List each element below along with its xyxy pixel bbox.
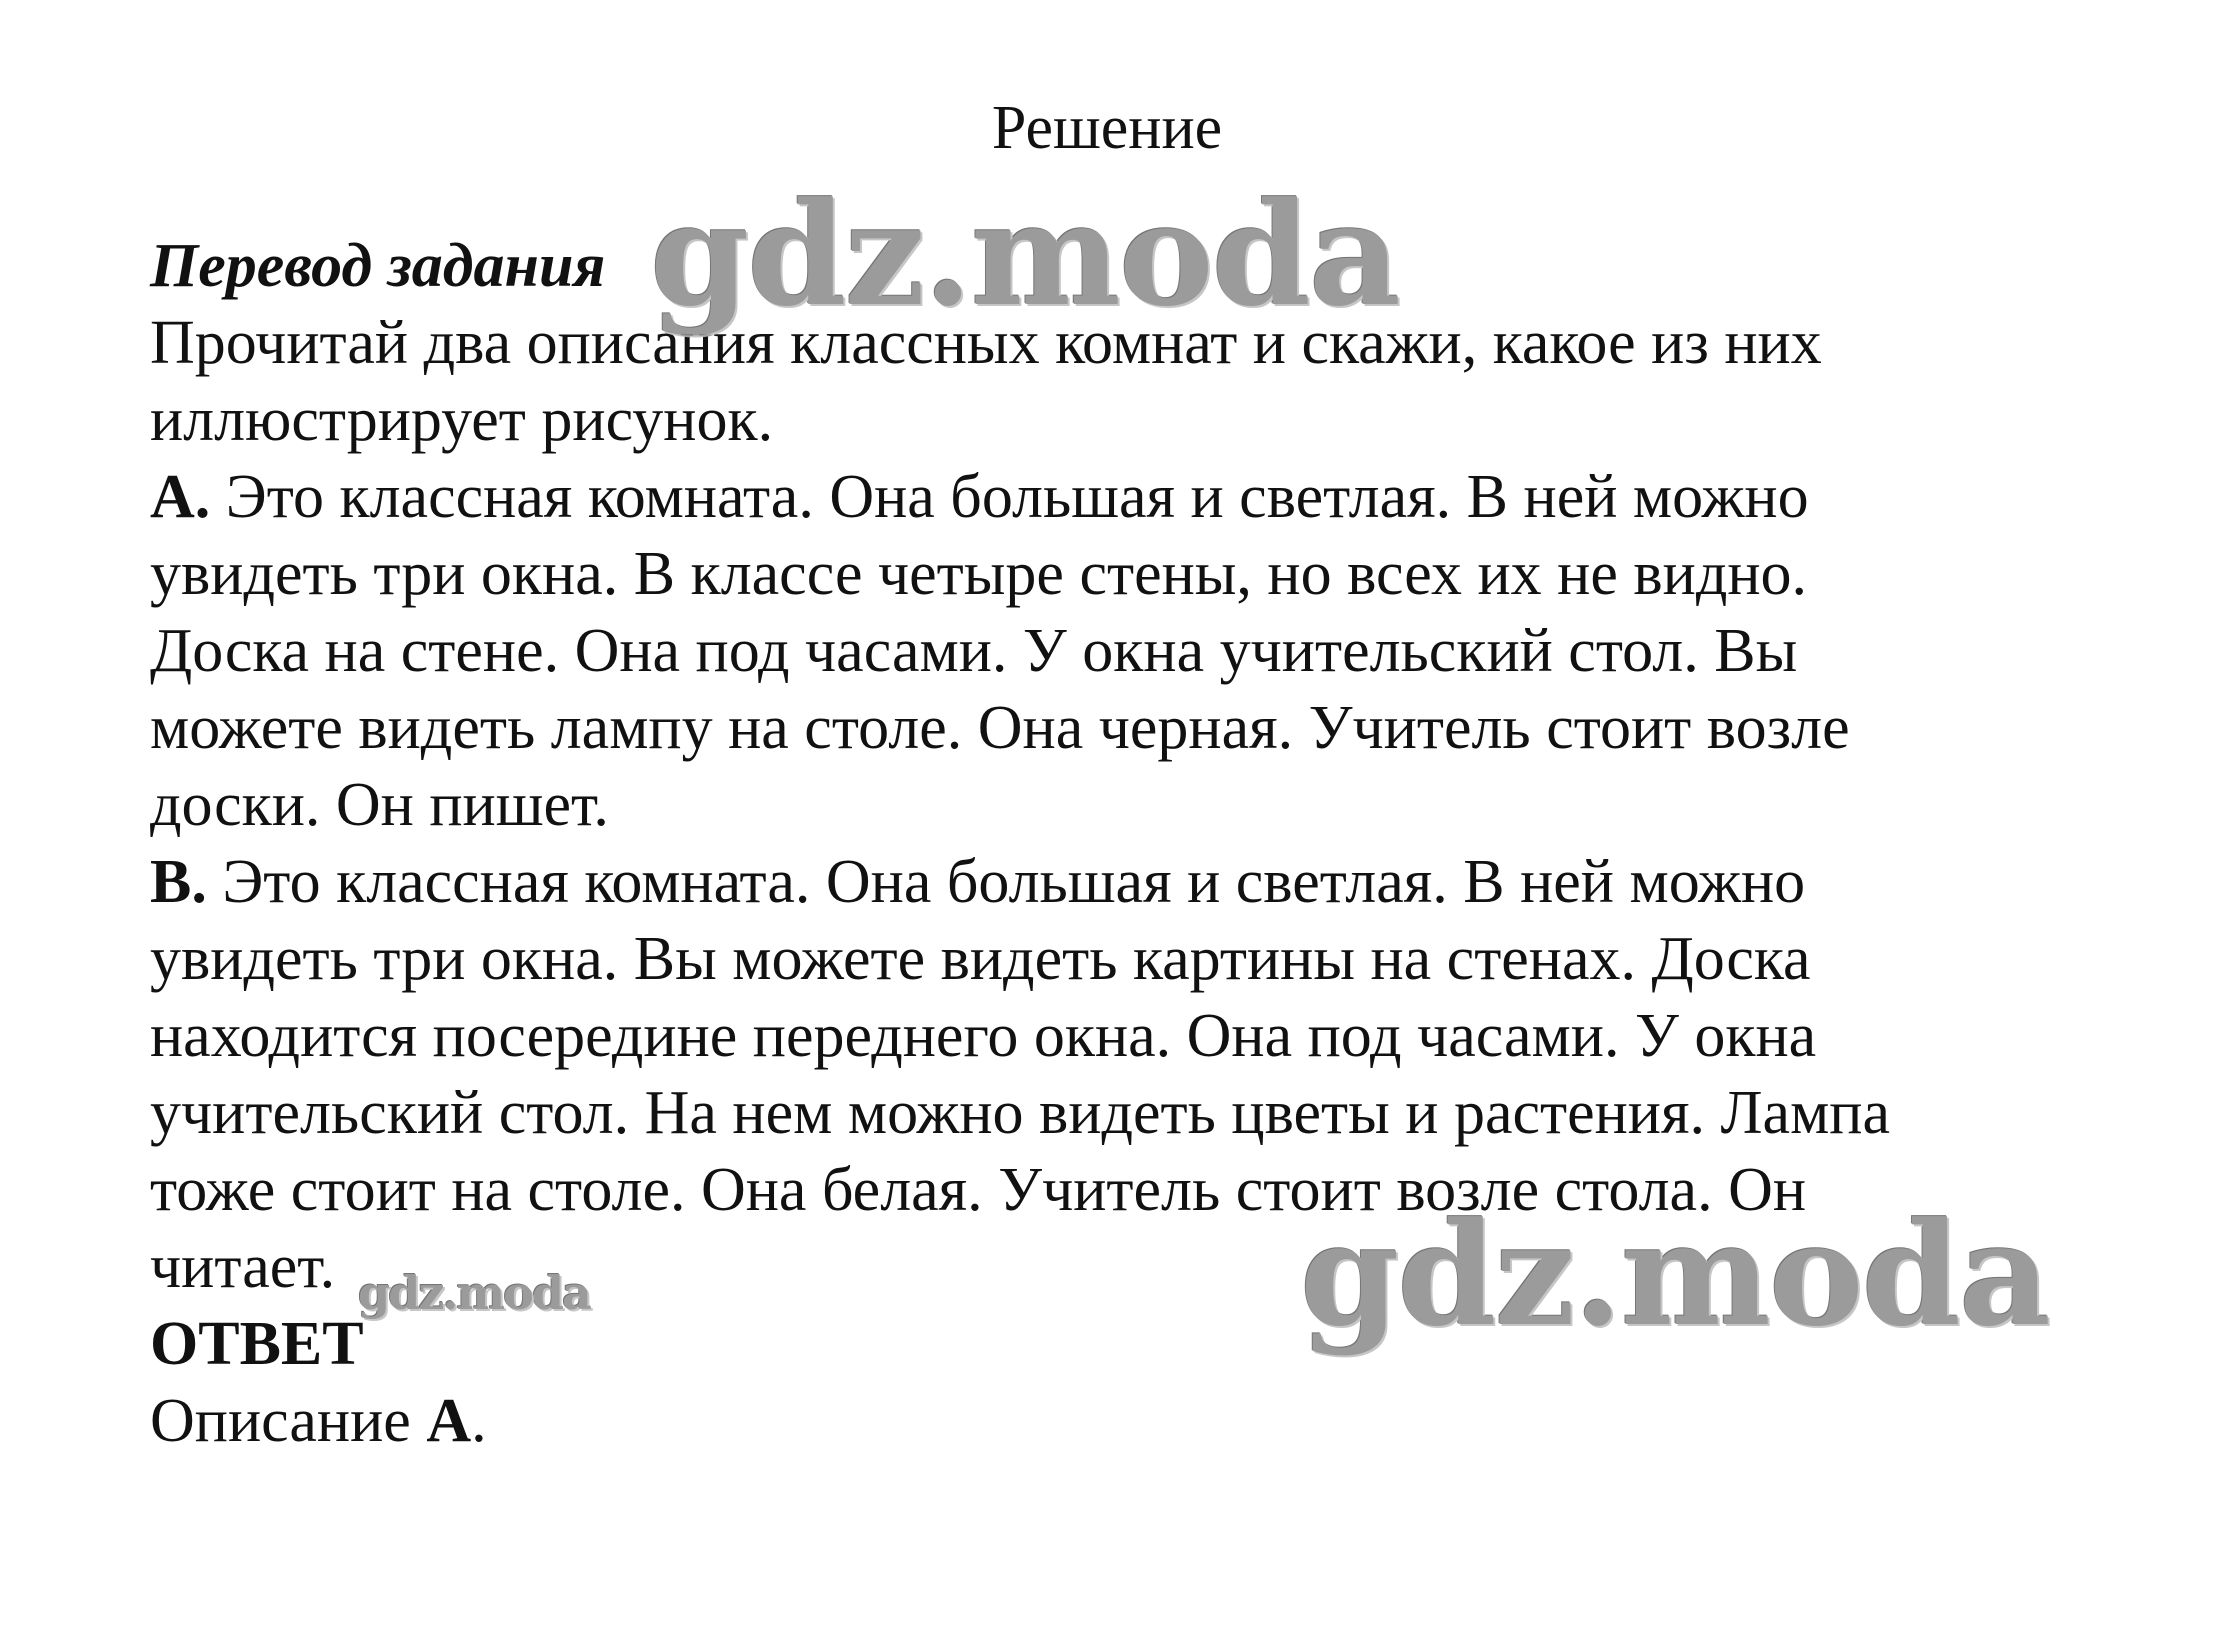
answer-letter: А <box>426 1387 472 1455</box>
answer-heading: ОТВЕТ <box>150 1310 364 1378</box>
option-b-first-line <box>150 844 2130 921</box>
option-b-line: увидеть три окна. Вы можете видеть картины на стенах. Доска <box>150 925 1811 993</box>
option-a-line: можете видеть лампу на столе. Она черная. Учитель стоит возле <box>150 694 1850 762</box>
option-b-line: тоже стоит на столе. Она белая. Учитель стоит возле стола. Он <box>150 1156 1807 1224</box>
answer-suffix: . <box>471 1387 487 1455</box>
watermark-large-bottom: gdz.moda <box>1300 1192 2049 1358</box>
option-a-text: Это классная комната. Она большая и светлая. В ней можно <box>210 463 1809 531</box>
option-a-line: доски. Он пишет. <box>150 771 609 839</box>
option-a-line: увидеть три окна. В классе четыре стены, но всех их не видно. <box>150 540 1808 608</box>
watermark-large-top: gdz.moda <box>650 172 1399 338</box>
option-b-line: учительский стол. На нем можно видеть цветы и растения. Лампа <box>150 1079 1890 1147</box>
option-b-text: Это классная комната. Она большая и светлая. В ней можно <box>206 848 1806 916</box>
option-a-line: Доска на стене. Она под часами. У окна учительский стол. Вы <box>150 617 1798 685</box>
answer-text <box>150 1383 2130 1460</box>
answer-prefix: Описание <box>150 1387 427 1455</box>
option-b-line: читает. <box>150 1233 336 1301</box>
page-title: Решение <box>991 94 1223 162</box>
watermark-small: gdz.moda <box>358 1266 590 1320</box>
option-b-line: находится посередине переднего окна. Она под часами. У окна <box>150 1002 1817 1070</box>
option-a-label: А. <box>150 463 211 531</box>
option-a-first-line <box>150 459 2130 536</box>
section-heading: Перевод задания <box>150 232 606 300</box>
option-b-label: В. <box>150 848 207 916</box>
intro-line: Прочитай два описания классных комнат и скажи, какое из них <box>150 309 1822 377</box>
intro-line: иллюстрирует рисунок. <box>150 386 774 454</box>
